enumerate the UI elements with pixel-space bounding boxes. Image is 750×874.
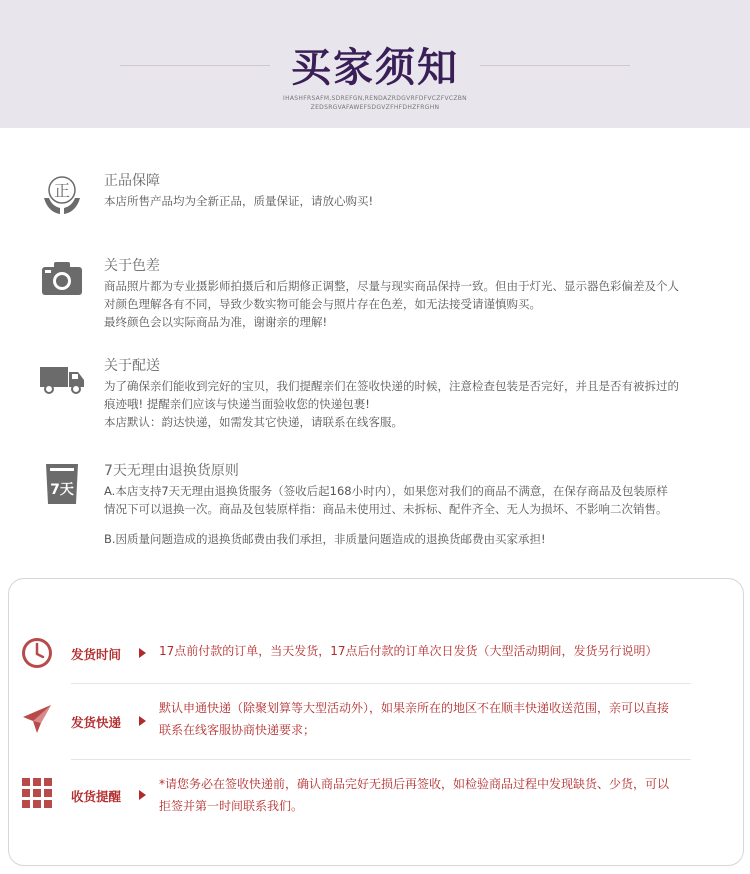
clock-icon bbox=[21, 637, 53, 669]
divider bbox=[71, 759, 691, 760]
notice-body bbox=[104, 192, 730, 210]
header-subtitle-line1: IHASHFRSAFM,SDREFGN,RENDAZRDGVRFDFVCZFVCZBN bbox=[283, 95, 467, 102]
notice-body bbox=[104, 482, 730, 548]
header-banner bbox=[0, 0, 750, 128]
shipping-line: *请您务必在签收快递前，确认商品完好无损后再签收，如检验商品过程中发现缺货、少货，可以 bbox=[159, 777, 670, 791]
notice-line: A.本店支持7天无理由退换货服务（签收后起168小时内），如果您对我们的商品不满意，在保存商品及包装原样 bbox=[104, 484, 668, 498]
shipping-label: 收货提醒 bbox=[71, 789, 122, 804]
notice-line: 本店所售产品均为全新正品，质量保证，请放心购买! bbox=[104, 194, 374, 208]
genuine-hands-icon bbox=[40, 172, 84, 216]
shipping-text bbox=[159, 773, 729, 817]
page-title: 买家须知 bbox=[291, 45, 459, 91]
airplane-icon bbox=[21, 703, 53, 735]
notice-title: 关于色差 bbox=[104, 258, 160, 274]
notice-line: 本店默认：韵达快递，如需发其它快递，请联系在线客服。 bbox=[104, 415, 403, 429]
genuine-glyph: 正 bbox=[53, 181, 71, 200]
shipping-line: 拒签并第一时间联系我们。 bbox=[159, 799, 304, 813]
arrow-right-icon bbox=[139, 790, 146, 800]
truck-icon bbox=[40, 357, 84, 401]
seven-day-glyph: 7天 bbox=[50, 482, 74, 498]
header-subtitle-line2: ZEDSRGVAFAWEFSDGVZFHFDHZFRGHN bbox=[310, 104, 440, 111]
notice-title: 关于配送 bbox=[104, 358, 160, 374]
shipping-label: 发货快递 bbox=[71, 715, 122, 730]
notice-line: B.因质量问题造成的退换货邮费由我们承担，非质量问题造成的退换货邮费由买家承担! bbox=[104, 532, 546, 546]
arrow-right-icon bbox=[139, 648, 146, 658]
seven-day-return-icon bbox=[40, 462, 84, 506]
shipping-line: 默认申通快递（除聚划算等大型活动外），如果亲所在的地区不在顺丰快递收送范围，亲可以直接 bbox=[159, 701, 670, 715]
notice-line: 痕迹哦! 提醒亲们应该与快递当面验收您的快递包裹! bbox=[104, 397, 370, 411]
divider bbox=[71, 683, 691, 684]
notice-title: 正品保障 bbox=[104, 173, 160, 189]
camera-icon bbox=[40, 257, 84, 301]
shipping-text bbox=[159, 697, 729, 741]
arrow-right-icon bbox=[139, 716, 146, 726]
shipping-text bbox=[159, 640, 729, 662]
notice-body bbox=[104, 377, 730, 431]
notice-line: 商品照片都为专业摄影师拍摄后和后期修正调整，尽量与现实商品保持一致。但由于灯光、显示器色彩偏差及个人 bbox=[104, 279, 679, 293]
notice-title: 7天无理由退换货原则 bbox=[104, 463, 239, 479]
notice-line: 最终颜色会以实际商品为准，谢谢亲的理解! bbox=[104, 315, 328, 329]
notice-body bbox=[104, 277, 730, 331]
shipping-label: 发货时间 bbox=[71, 647, 122, 662]
shipping-info-panel bbox=[8, 578, 744, 866]
shipping-line: 17点前付款的订单，当天发货，17点后付款的订单次日发货（大型活动期间，发货另行说明） bbox=[159, 644, 658, 658]
notice-line: 为了确保亲们能收到完好的宝贝，我们提醒亲们在签收快递的时候，注意检查包装是否完好，并且是否有被拆过的 bbox=[104, 379, 679, 393]
grid-icon bbox=[21, 777, 53, 809]
shipping-line: 联系在线客服协商快递要求； bbox=[159, 723, 316, 737]
notice-line: 情况下可以退换一次。商品及包装原样指：商品未使用过、未拆标、配件齐全、无人为损坏、不影响二次销售。 bbox=[104, 502, 668, 516]
notice-line: 对颜色理解各有不同，导致少数实物可能会与照片存在色差，如无法接受请谨慎购买。 bbox=[104, 297, 541, 311]
